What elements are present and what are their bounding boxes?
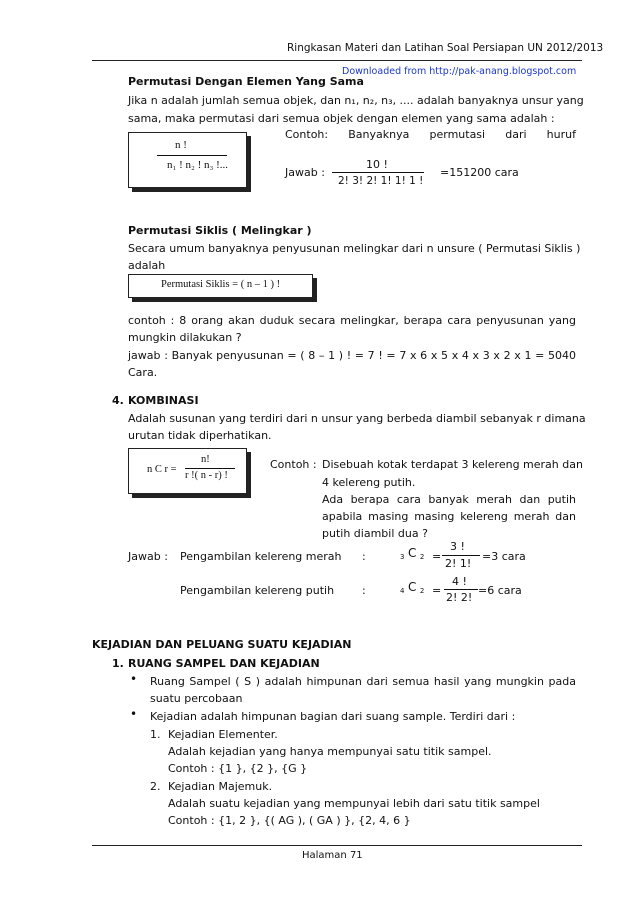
merah-numerator: 3 !	[450, 540, 465, 553]
combo-pre: 3	[400, 553, 405, 561]
list-item-example: Contoh : {1 }, {2 }, {G }	[168, 762, 308, 775]
paragraph-line: jawab : Banyak penyusunan = ( 8 – 1 ) ! = 7 ! = 7 x 6 x 5 x 4 x 3 x 2 x 1 = 5040	[128, 349, 576, 362]
contoh-label: Contoh :	[270, 458, 317, 471]
bullet-icon: •	[130, 672, 138, 686]
combo-c: C	[407, 580, 417, 594]
example-text: Contoh: Banyaknya permutasi dari huruf	[285, 128, 576, 141]
formula-box-permutasi-sama	[128, 132, 247, 188]
paragraph-line: Secara umum banyaknya penyusunan melingkar dari n unsure ( Permutasi Siklis )	[128, 242, 581, 255]
paragraph-line: Cara.	[128, 366, 158, 379]
putih-numerator: 4 !	[452, 575, 467, 588]
formula-numerator: n !	[175, 139, 187, 151]
section-number: 4.	[112, 394, 124, 407]
footer-rule	[92, 845, 582, 846]
jawab-denominator: 2! 3! 2! 1! 1! 1 !	[338, 175, 424, 187]
formula-siklis: Permutasi Siklis = ( n – 1 ) !	[161, 279, 281, 290]
subsection-heading: RUANG SAMPEL DAN KEJADIAN	[128, 657, 320, 670]
section-heading-kejadian: KEJADIAN DAN PELUANG SUATU KEJADIAN	[92, 638, 352, 651]
contoh-line: Ada berapa cara banyak merah dan putih	[322, 493, 576, 506]
list-item-desc: Adalah kejadian yang hanya mempunyai satu titik sampel.	[168, 745, 492, 758]
contoh-line: 4 kelereng putih.	[322, 476, 416, 489]
paragraph-line: mungkin dilakukan ?	[128, 331, 242, 344]
list-number: 1.	[150, 728, 161, 741]
equals-sign: =	[432, 584, 442, 597]
putih-denominator: 2! 2!	[446, 591, 473, 604]
paragraph-line: contoh : 8 orang akan duduk secara melingkar, berapa cara penyusunan yang	[128, 314, 576, 327]
colon: :	[362, 550, 366, 563]
section-heading-permutasi-sama: Permutasi Dengan Elemen Yang Sama	[128, 75, 364, 88]
formula-box-permutasi-siklis	[128, 274, 313, 298]
merah-denominator: 2! 1!	[445, 557, 472, 570]
bullet-icon: •	[130, 707, 138, 721]
combo-c: C	[407, 546, 417, 560]
colon: :	[362, 584, 366, 597]
jawab-putih-text: Pengambilan kelereng putih	[180, 584, 335, 597]
fraction-line	[332, 172, 424, 173]
combination-merah	[400, 546, 424, 561]
page-number: Halaman 71	[302, 850, 363, 861]
jawab-numerator: 10 !	[366, 158, 388, 171]
paragraph-line: sama, maka permutasi dari semua objek dengan elemen yang sama adalah :	[128, 112, 555, 125]
paragraph-line: Jika n adalah jumlah semua objek, dan n₁, n₂, n₃, .... adalah banyaknya unsur yang	[128, 94, 584, 107]
bullet-text: Ruang Sampel ( S ) adalah himpunan dari semua hasil yang mungkin pada	[150, 675, 576, 688]
list-item-title: Kejadian Elementer.	[168, 728, 278, 741]
header-rule	[92, 60, 582, 61]
bullet-text: suatu percobaan	[150, 692, 243, 705]
section-heading-permutasi-siklis: Permutasi Siklis ( Melingkar )	[128, 224, 312, 237]
merah-result: =3 cara	[482, 550, 526, 563]
combination-putih	[400, 580, 424, 595]
jawab-label: Jawab :	[128, 550, 168, 563]
list-item-desc: Adalah suatu kejadian yang mempunyai lebih dari satu titik sampel	[168, 797, 540, 810]
subsection-number: 1.	[112, 657, 124, 670]
fraction-line	[444, 589, 478, 590]
fraction-line	[157, 155, 227, 156]
paragraph-line: adalah	[128, 259, 166, 272]
combo-post: 2	[419, 553, 425, 561]
list-item-title: Kejadian Majemuk.	[168, 780, 273, 793]
list-item-example: Contoh : {1, 2 }, {( AG ), ( GA ) }, {2, 4, 6 }	[168, 814, 411, 827]
jawab-merah-text: Pengambilan kelereng merah	[180, 550, 342, 563]
putih-result: =6 cara	[478, 584, 522, 597]
formula-numerator: n!	[201, 454, 210, 465]
contoh-line: apabila masing masing kelereng merah dan	[322, 510, 576, 523]
combo-post: 2	[419, 587, 425, 595]
jawab-label: Jawab :	[285, 166, 325, 179]
contoh-line: putih diambil dua ?	[322, 527, 428, 540]
paragraph-line: Adalah susunan yang terdiri dari n unsur yang berbeda diambil sebanyak r dimana	[128, 412, 586, 425]
contoh-line: Disebuah kotak terdapat 3 kelereng merah dan	[322, 458, 583, 471]
list-number: 2.	[150, 780, 161, 793]
download-link[interactable]	[342, 66, 576, 77]
bullet-text: Kejadian adalah himpunan bagian dari suang sample. Terdiri dari :	[150, 710, 516, 723]
paragraph-line: urutan tidak diperhatikan.	[128, 429, 272, 442]
fraction-line	[442, 555, 480, 556]
section-heading-kombinasi: KOMBINASI	[128, 394, 199, 407]
formula-box-kombinasi	[128, 448, 247, 494]
jawab-result: =151200 cara	[440, 166, 519, 179]
combo-pre: 4	[400, 587, 405, 595]
header-title: Ringkasan Materi dan Latihan Soal Persiapan UN 2012/2013	[287, 42, 604, 54]
fraction-line	[185, 468, 235, 469]
formula-lhs: n C r =	[147, 464, 177, 475]
download-link-text[interactable]: Downloaded from http://pak-anang.blogspot.com	[342, 66, 577, 77]
formula-denominator: r !( n - r) !	[185, 470, 228, 481]
equals-sign: =	[432, 550, 442, 563]
formula-denominator: n₁ ! n₂ ! n₃ !...	[167, 159, 228, 171]
